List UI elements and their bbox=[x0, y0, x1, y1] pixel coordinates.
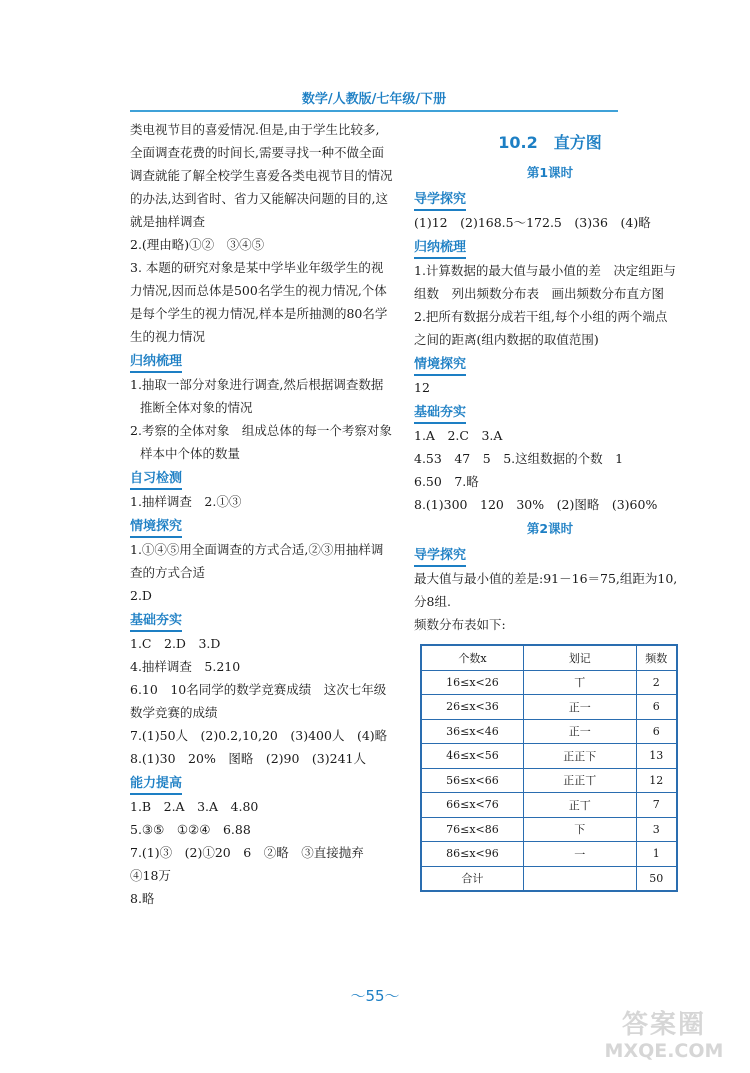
table-cell: 3 bbox=[636, 817, 677, 842]
table-cell: 50 bbox=[636, 866, 677, 891]
table-row bbox=[421, 719, 677, 744]
table-cell: 26≤x<36 bbox=[421, 695, 523, 720]
watermark-url: MXQE.COM bbox=[604, 1040, 724, 1062]
scenario-line: 2.D bbox=[130, 588, 152, 603]
scenario-line: 12 bbox=[414, 380, 430, 395]
table-header: 个数x bbox=[421, 645, 523, 670]
table-cell: 正一 bbox=[523, 719, 636, 744]
table-cell: 正一 bbox=[523, 695, 636, 720]
scenario-line: 1.①④⑤用全面调查的方式合适,②③用抽样调 bbox=[130, 542, 384, 557]
page-header: 数学/人教版/七年级/下册 bbox=[301, 92, 447, 107]
table-header: 频数 bbox=[636, 645, 677, 670]
summary-line: 2.考察的全体对象 组成总体的每一个考察对象 bbox=[130, 423, 392, 438]
watermark-text: 答案圈 bbox=[621, 1010, 706, 1040]
table-cell: 56≤x<66 bbox=[421, 768, 523, 793]
basic-line: 8.(1)300 120 30% (2)图略 (3)60% bbox=[414, 497, 658, 512]
answer-3-line: 是每个学生的视力情况,样本是所抽测的80名学 bbox=[130, 306, 388, 321]
section-heading-text: 能力提高 bbox=[130, 775, 182, 795]
basic-line: 6.50 7.略 bbox=[414, 474, 479, 489]
scenario-line: 查的方式合适 bbox=[130, 565, 206, 580]
lesson-heading: 第2课时 bbox=[526, 521, 574, 536]
intro-line: 类电视节目的喜爱情况.但是,由于学生比较多, bbox=[130, 122, 380, 137]
table-total-row bbox=[421, 866, 677, 891]
basic-line: 1.C 2.D 3.D bbox=[130, 636, 221, 651]
table-cell: 46≤x<56 bbox=[421, 744, 523, 769]
summary-line: 样本中个体的数量 bbox=[140, 446, 241, 461]
section-heading bbox=[414, 402, 686, 424]
advanced-line: 7.(1)③ (2)①20 6 ②略 ③直接抛弃 bbox=[130, 845, 364, 860]
lesson-heading: 第1课时 bbox=[526, 165, 574, 180]
table-cell: 正正丅 bbox=[523, 768, 636, 793]
table-row bbox=[421, 695, 677, 720]
left-column bbox=[130, 118, 402, 910]
summary-line: 1.计算数据的最大值与最小值的差 决定组距与 bbox=[414, 263, 676, 278]
table-row bbox=[421, 842, 677, 867]
table-cell: 合计 bbox=[421, 866, 523, 891]
self-test-line: 1.抽样调查 2.①③ bbox=[130, 494, 242, 509]
table-cell: 2 bbox=[636, 670, 677, 695]
guided-line: 最大值与最小值的差是:91－16＝75,组距为10, bbox=[414, 571, 678, 586]
table-cell: 一 bbox=[523, 842, 636, 867]
table-cell: 12 bbox=[636, 768, 677, 793]
table-row bbox=[421, 793, 677, 818]
advanced-line: ④18万 bbox=[130, 868, 171, 883]
answer-2: 2.(理由略)①② ③④⑤ bbox=[130, 237, 265, 252]
advanced-line: 1.B 2.A 3.A 4.80 bbox=[130, 799, 259, 814]
advanced-line: 5.③⑤ ①②④ 6.88 bbox=[130, 822, 251, 837]
watermark-logo bbox=[600, 1010, 728, 1064]
section-heading bbox=[130, 610, 402, 632]
table-cell: 正正下 bbox=[523, 744, 636, 769]
section-heading bbox=[414, 545, 686, 567]
guided-line: 频数分布表如下: bbox=[414, 617, 506, 632]
right-column bbox=[414, 118, 686, 892]
table-cell: 6 bbox=[636, 695, 677, 720]
basic-line: 6.10 10名同学的数学竞赛成绩 这次七年级 bbox=[130, 682, 387, 697]
section-heading bbox=[130, 351, 402, 373]
table-cell: 66≤x<76 bbox=[421, 793, 523, 818]
intro-line: 的办法,达到省时、省力又能解决问题的目的,这 bbox=[130, 191, 388, 206]
summary-line: 组数 列出频数分布表 画出频数分布直方图 bbox=[414, 286, 665, 301]
basic-line: 7.(1)50人 (2)0.2,10,20 (3)400人 (4)略 bbox=[130, 728, 388, 743]
table-row bbox=[421, 670, 677, 695]
basic-line: 4.抽样调查 5.210 bbox=[130, 659, 241, 674]
summary-line: 1.抽取一部分对象进行调查,然后根据调查数据 bbox=[130, 377, 384, 392]
section-title: 10.2 直方图 bbox=[498, 133, 602, 152]
frequency-table bbox=[420, 644, 678, 892]
guided-line: (1)12 (2)168.5～172.5 (3)36 (4)略 bbox=[414, 215, 651, 230]
section-heading-text: 归纳梳理 bbox=[130, 353, 182, 373]
intro-line: 调查就能了解全校学生喜爱各类电视节目的情况 bbox=[130, 168, 393, 183]
table-header-row bbox=[421, 645, 677, 670]
basic-line: 8.(1)30 20% 图略 (2)90 (3)241人 bbox=[130, 751, 366, 766]
table-header: 划记 bbox=[523, 645, 636, 670]
section-heading bbox=[414, 354, 686, 376]
section-heading bbox=[414, 237, 686, 259]
basic-line: 1.A 2.C 3.A bbox=[414, 428, 503, 443]
basic-line: 4.53 47 5 5.这组数据的个数 1 bbox=[414, 451, 624, 466]
table-cell: 13 bbox=[636, 744, 677, 769]
table-cell: 7 bbox=[636, 793, 677, 818]
basic-line: 数学竞赛的成绩 bbox=[130, 705, 218, 720]
table-row bbox=[421, 744, 677, 769]
section-heading-text: 自习检测 bbox=[130, 470, 182, 490]
page-number: ～55～ bbox=[350, 987, 400, 1005]
table-cell: 36≤x<46 bbox=[421, 719, 523, 744]
table-row bbox=[421, 817, 677, 842]
summary-line: 推断全体对象的情况 bbox=[140, 400, 253, 415]
intro-line: 全面调查花费的时间长,需要寻找一种不做全面 bbox=[130, 145, 384, 160]
answer-3-line: 3. 本题的研究对象是某中学毕业年级学生的视 bbox=[130, 260, 384, 275]
table-cell: 86≤x<96 bbox=[421, 842, 523, 867]
table-cell: 丅 bbox=[523, 670, 636, 695]
table-row bbox=[421, 768, 677, 793]
section-heading bbox=[130, 773, 402, 795]
section-heading bbox=[414, 189, 686, 211]
answer-3-line: 生的视力情况 bbox=[130, 329, 206, 344]
section-heading-text: 情境探究 bbox=[414, 356, 466, 376]
summary-line: 2.把所有数据分成若干组,每个小组的两个端点 bbox=[414, 309, 668, 324]
section-heading bbox=[130, 516, 402, 538]
table-cell: 正丅 bbox=[523, 793, 636, 818]
section-heading-text: 导学探究 bbox=[414, 191, 466, 211]
table-cell: 16≤x<26 bbox=[421, 670, 523, 695]
section-heading-text: 基础夯实 bbox=[130, 612, 182, 632]
table-cell bbox=[523, 866, 636, 891]
intro-line: 就是抽样调查 bbox=[130, 214, 206, 229]
section-heading-text: 情境探究 bbox=[130, 518, 182, 538]
section-heading bbox=[130, 468, 402, 490]
table-cell: 6 bbox=[636, 719, 677, 744]
section-heading-text: 导学探究 bbox=[414, 547, 466, 567]
header-divider bbox=[130, 110, 618, 112]
table-cell: 1 bbox=[636, 842, 677, 867]
section-heading-text: 基础夯实 bbox=[414, 404, 466, 424]
guided-line: 分8组. bbox=[414, 594, 451, 609]
answer-3-line: 力情况,因而总体是500名学生的视力情况,个体 bbox=[130, 283, 387, 298]
table-cell: 下 bbox=[523, 817, 636, 842]
section-heading-text: 归纳梳理 bbox=[414, 239, 466, 259]
summary-line: 之间的距离(组内数据的取值范围) bbox=[414, 332, 599, 347]
table-cell: 76≤x<86 bbox=[421, 817, 523, 842]
advanced-line: 8.略 bbox=[130, 891, 155, 906]
